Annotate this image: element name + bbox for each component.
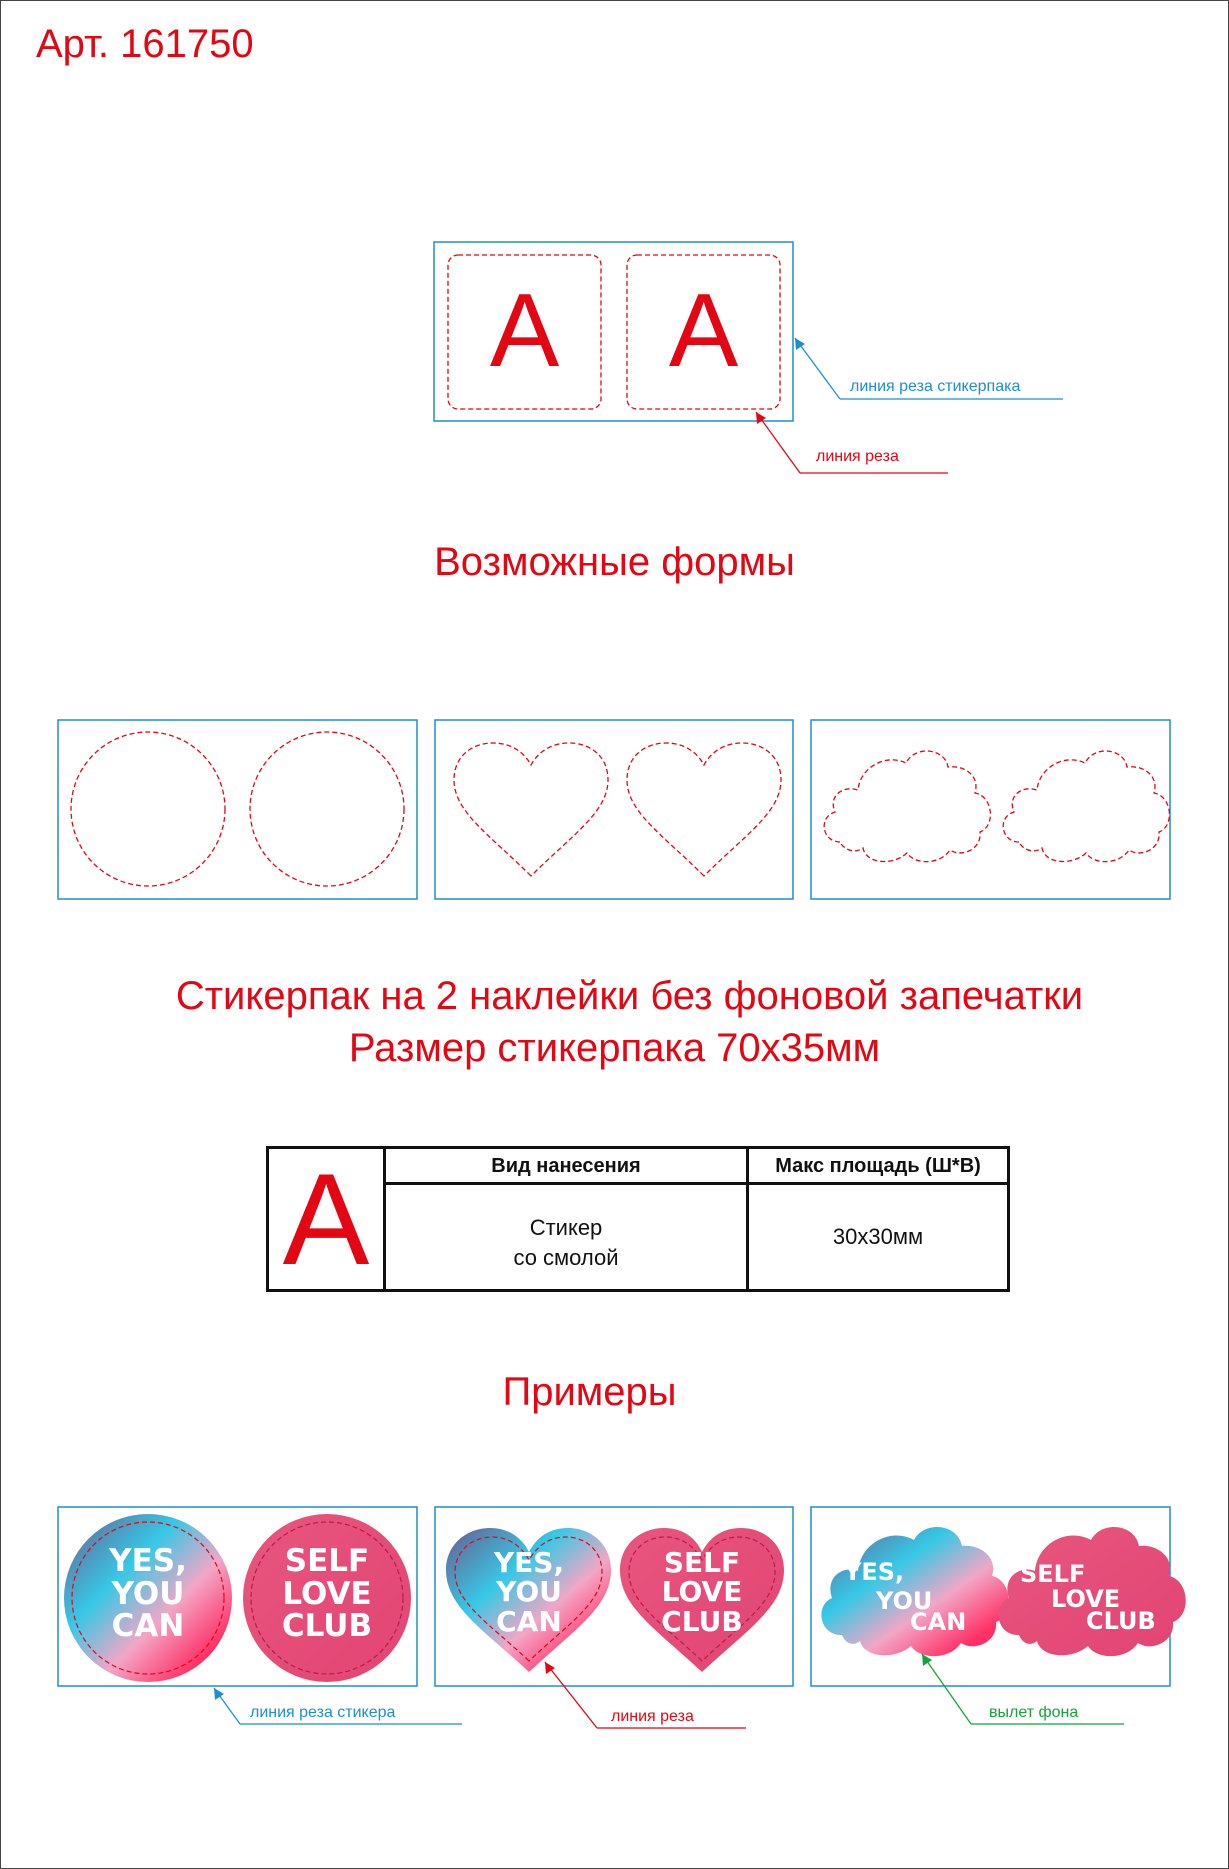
cloud-cut-2 xyxy=(1003,751,1169,862)
method-cell xyxy=(386,1185,749,1289)
placement-letter-1: A xyxy=(489,273,560,389)
sticker-cut-label: линия реза стикера xyxy=(250,1704,396,1721)
method-line2: со смолой xyxy=(513,1245,619,1270)
examples-title: Примеры xyxy=(502,1370,677,1414)
sticker-text-can-cloud: CAN xyxy=(910,1608,967,1636)
application-table xyxy=(266,1146,1010,1292)
sticker-text-you-cloud: YOU xyxy=(876,1587,933,1615)
form-box-circle xyxy=(58,720,417,899)
sticker-text-love-cloud: LOVE xyxy=(1051,1585,1121,1613)
pack-title-line1: Стикерпак на 2 наклейки без фоновой запечатки xyxy=(175,974,1084,1018)
pack-cut-callout-line xyxy=(795,338,840,399)
header-area: Макс площадь (Ш*В) xyxy=(749,1149,1007,1185)
circle-cut-1 xyxy=(71,732,225,886)
example-cut-label: линия реза xyxy=(611,1708,694,1725)
sticker-text-self-love-club-circle: SELF LOVE CLUB xyxy=(281,1543,373,1645)
article-number: Арт. 161750 xyxy=(36,22,254,66)
cloud-cut-1 xyxy=(824,751,990,862)
pack-title-line2: Размер стикерпака 70х35мм xyxy=(348,1026,881,1070)
area-cell: 30х30мм xyxy=(832,1224,924,1249)
pack-cut-label: линия реза стикерпака xyxy=(850,378,1021,395)
forms-title: Возможные формы xyxy=(434,540,795,584)
heart-cut-1 xyxy=(454,743,608,876)
heart-cut-2 xyxy=(627,743,781,876)
cut-label: линия реза xyxy=(816,448,899,465)
sticker-text-club-cloud: CLUB xyxy=(1086,1607,1156,1635)
bleed-callout-line xyxy=(922,1654,971,1724)
sticker-text-yes-cloud: YES, xyxy=(844,1558,905,1586)
placement-letter-2: A xyxy=(668,273,739,389)
table-marker-letter: A xyxy=(269,1149,386,1289)
sticker-text-self-love-club-heart: SELF LOVE CLUB xyxy=(661,1546,743,1638)
sticker-text-yes-you-can-heart: YES, YOU CAN xyxy=(493,1546,565,1638)
example-cut-callout-line xyxy=(545,1662,597,1728)
header-method: Вид нанесения xyxy=(386,1149,749,1185)
pack-title xyxy=(0,970,1229,1074)
sticker-text-yes-you-can-circle: YES, YOU CAN xyxy=(109,1543,187,1645)
form-box-heart xyxy=(435,720,793,899)
method-line1: Стикер xyxy=(529,1215,603,1240)
sticker-text-self-cloud: SELF xyxy=(1020,1560,1086,1588)
circle-cut-2 xyxy=(250,732,404,886)
bleed-label: вылет фона xyxy=(989,1704,1079,1721)
